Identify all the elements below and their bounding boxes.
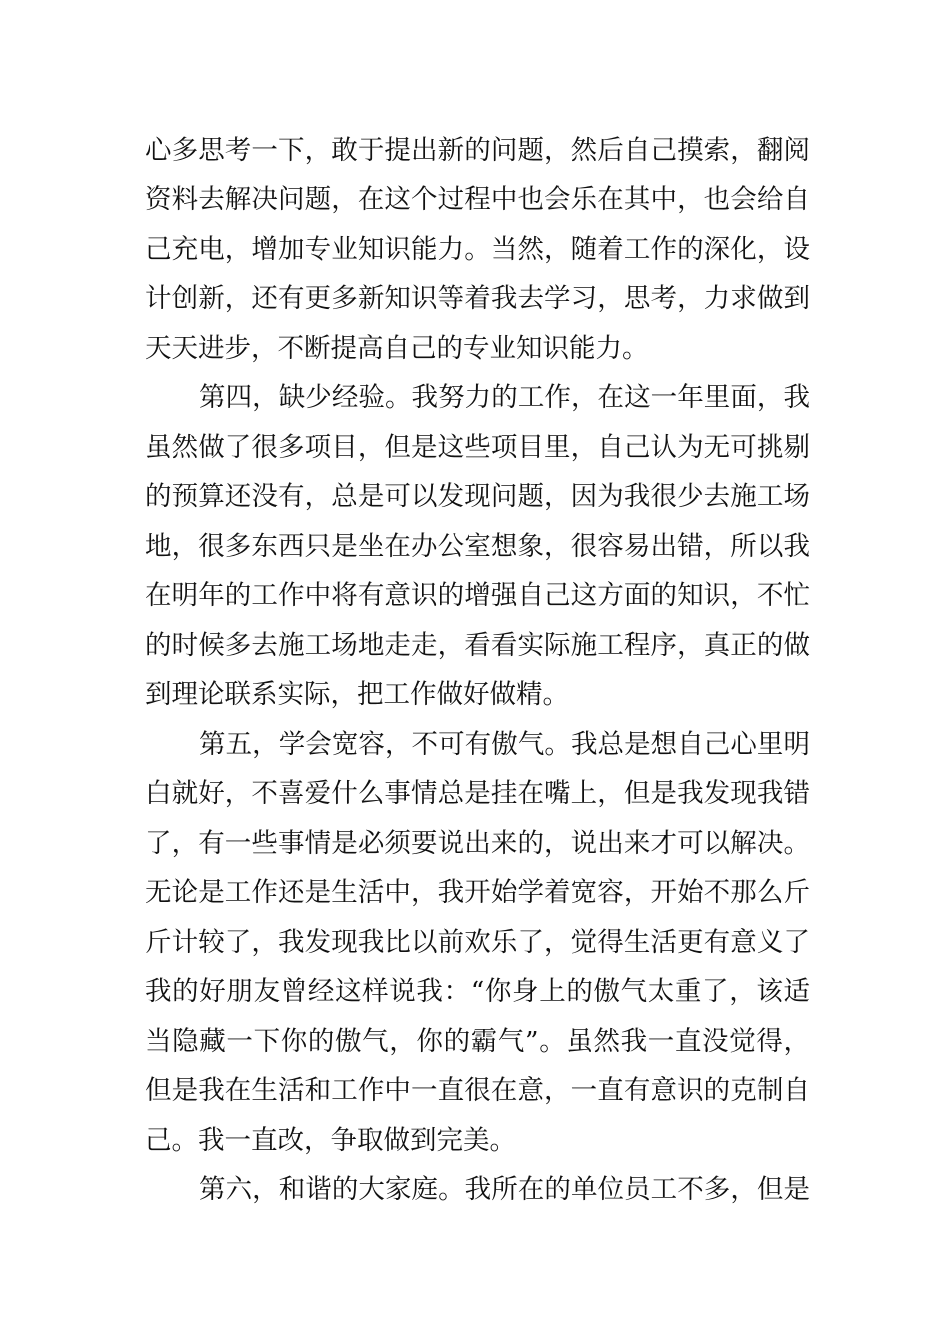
text-line-3: 己充电，增加专业知识能力。当然，随着工作的深化，设 xyxy=(145,234,810,265)
paragraph-5-first-line: 第五，学会宽容，不可有傲气。我总是想自己心里明 xyxy=(199,729,810,760)
text-line-18: 我的好朋友曾经这样说我：“你身上的傲气太重了，该适 xyxy=(145,976,810,1007)
text-line-4: 计创新，还有更多新知识等着我去学习，思考，力求做到 xyxy=(145,283,810,314)
text-line-1: 心多思考一下，敢于提出新的问题，然后自己摸索，翻阅 xyxy=(145,135,810,166)
text-line-16: 无论是工作还是生活中，我开始学着宽容，开始不那么斤 xyxy=(145,877,810,908)
text-line-9: 地，很多东西只是坐在办公室想象，很容易出错，所以我 xyxy=(145,531,810,562)
paragraph-6-first-line: 第六，和谐的大家庭。我所在的单位员工不多，但是 xyxy=(199,1174,810,1205)
text-line-12: 到理论联系实际，把工作做好做精。 xyxy=(145,679,569,710)
text-line-15: 了，有一些事情是必须要说出来的，说出来才可以解决。 xyxy=(145,828,810,859)
text-line-19: 当隐藏一下你的傲气，你的霸气”。虽然我一直没觉得， xyxy=(145,1026,810,1057)
text-line-8: 的预算还没有，总是可以发现问题，因为我很少去施工场 xyxy=(145,481,810,512)
text-line-11: 的时候多去施工场地走走，看看实际施工程序，真正的做 xyxy=(145,630,810,661)
text-line-14: 白就好，不喜爱什么事情总是挂在嘴上，但是我发现我错 xyxy=(145,778,810,809)
text-line-2: 资料去解决问题，在这个过程中也会乐在其中，也会给自 xyxy=(145,184,810,215)
text-line-5: 天天进步，不断提高自己的专业知识能力。 xyxy=(145,333,649,364)
text-line-20: 但是我在生活和工作中一直很在意，一直有意识的克制自 xyxy=(145,1075,810,1106)
text-line-21: 己。我一直改，争取做到完美。 xyxy=(145,1125,516,1156)
text-line-17: 斤计较了，我发现我比以前欢乐了，觉得生活更有意义了 xyxy=(145,927,810,958)
text-line-10: 在明年的工作中将有意识的增强自己这方面的知识，不忙 xyxy=(145,580,810,611)
paragraph-4-first-line: 第四，缺少经验。我努力的工作，在这一年里面，我 xyxy=(199,382,810,413)
text-line-7: 虽然做了很多项目，但是这些项目里，自己认为无可挑剔 xyxy=(145,432,810,463)
